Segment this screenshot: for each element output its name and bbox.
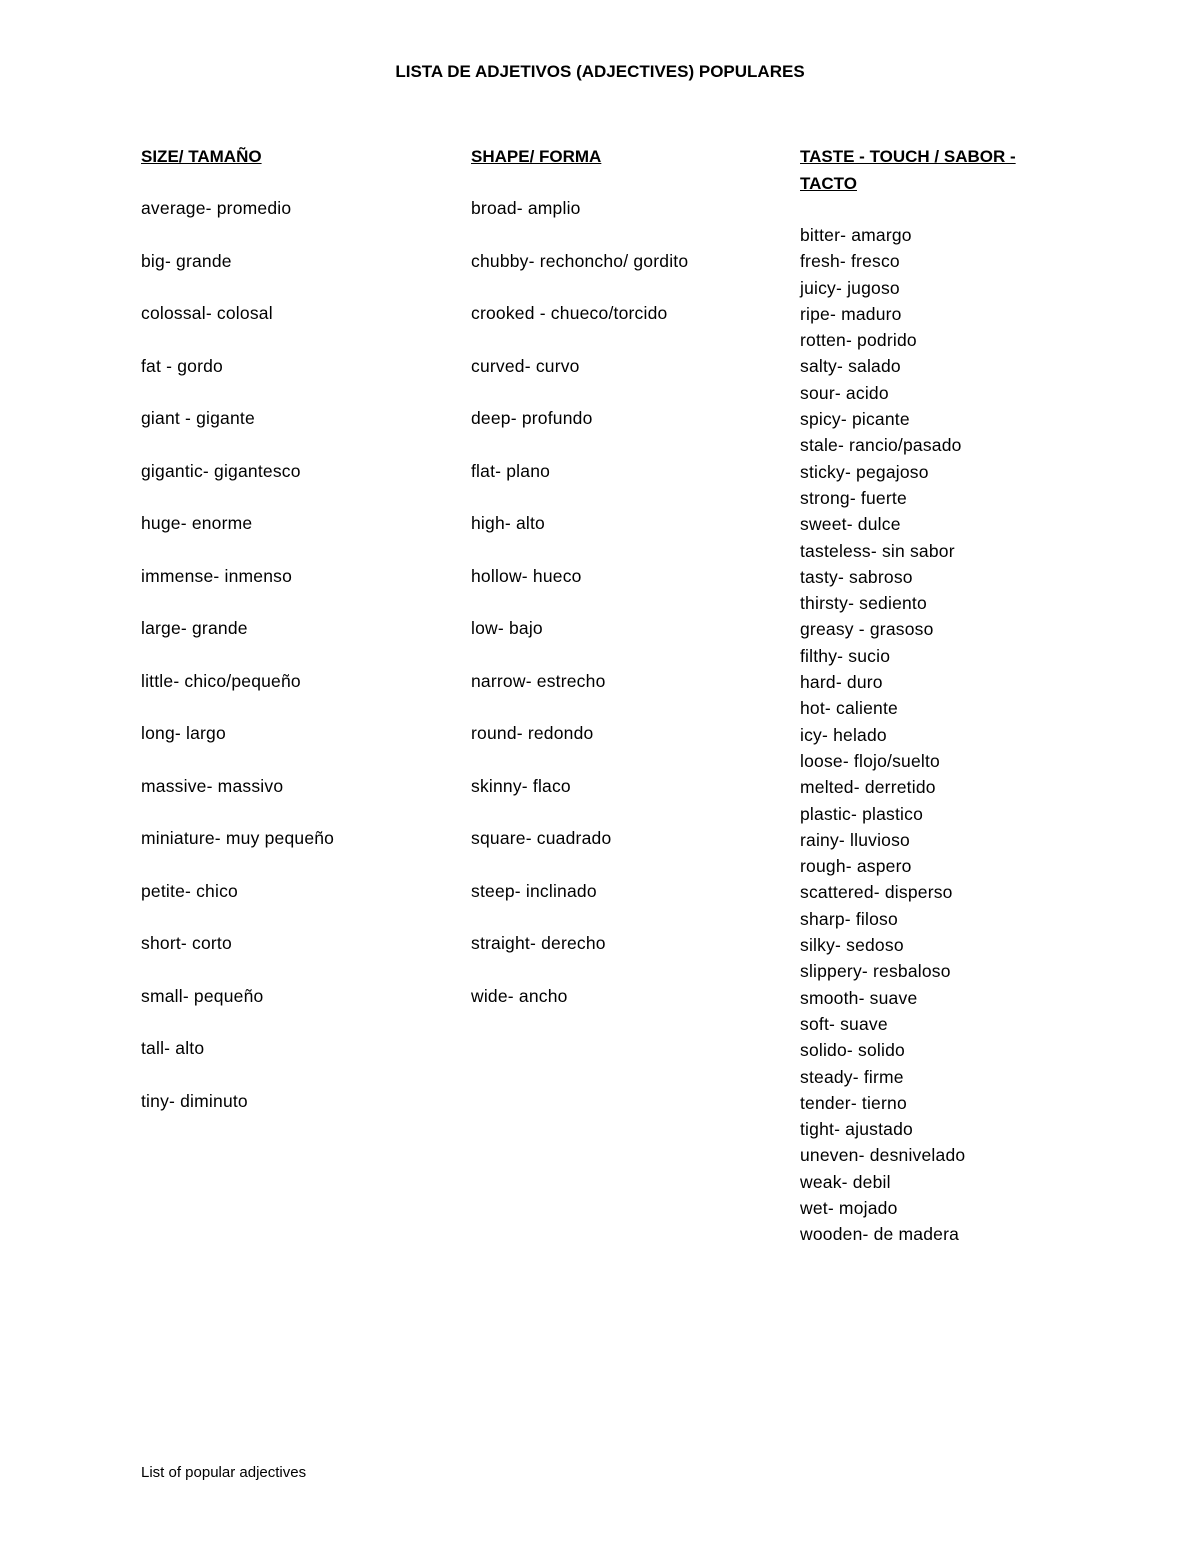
adjective-item: crooked - chueco/torcido [471, 303, 668, 323]
adjective-item: skinny- flaco [471, 775, 571, 796]
adjective-item: hot- caliente [800, 698, 898, 719]
shape-heading: SHAPE/ FORMA [471, 147, 602, 166]
adjective-item: solido- solido [800, 1040, 905, 1061]
adjective-item: curved- curvo [471, 355, 580, 376]
size-heading: SIZE/ TAMAÑO [141, 147, 262, 166]
adjective-item: uneven- desnivelado [800, 1145, 966, 1166]
adjective-item: stale- rancio/pasado [800, 435, 962, 456]
adjective-item: giant - gigante [141, 408, 255, 428]
adjective-item: plastic- plastico [800, 803, 924, 824]
adjective-item: square- cuadrado [471, 828, 612, 848]
adjective-item: salty- salado [800, 356, 901, 377]
adjective-item: tender- tierno [800, 1092, 907, 1113]
adjective-item: weak- debil [800, 1171, 891, 1192]
adjective-item: hollow- hueco [471, 565, 582, 586]
adjective-item: straight- derecho [471, 933, 606, 953]
adjective-item: huge- enorme [141, 513, 253, 533]
adjective-item: miniature- muy pequeño [141, 828, 335, 848]
adjective-item: bitter- amargo [800, 225, 912, 245]
adjective-item: tall- alto [141, 1038, 205, 1058]
adjective-item: hard- duro [800, 672, 883, 693]
adjective-item: melted- derretido [800, 777, 936, 798]
adjective-item: filthy- sucio [800, 645, 891, 666]
page-footer: List of popular adjectives [141, 1464, 307, 1481]
adjective-item: wet- mojado [800, 1197, 898, 1218]
adjective-item: long- largo [141, 723, 226, 743]
adjective-item: tight- ajustado [800, 1119, 913, 1140]
adjective-item: immense- inmenso [141, 565, 293, 586]
adjective-item: tasteless- sin sabor [800, 540, 955, 561]
adjective-item: short- corto [141, 933, 232, 953]
adjective-item: smooth- suave [800, 987, 918, 1008]
adjective-item: round- redondo [471, 723, 594, 743]
page-title: LISTA DE ADJETIVOS (ADJECTIVES) POPULARES [395, 62, 805, 81]
adjective-item: petite- chico [141, 880, 238, 901]
adjective-item: spicy- picante [800, 409, 910, 430]
adjective-item: fresh- fresco [800, 251, 900, 272]
adjective-item: rotten- podrido [800, 330, 917, 351]
adjective-item: tiny- diminuto [141, 1090, 248, 1111]
adjective-item: small- pequeño [141, 985, 264, 1006]
adjective-item: sweet- dulce [800, 514, 901, 535]
adjective-item: icy- helado [800, 724, 887, 745]
adjective-item: juicy- jugoso [800, 277, 900, 298]
adjective-item: thirsty- sediento [800, 593, 927, 614]
taste-list [800, 222, 1050, 1248]
adjective-item: soft- suave [800, 1013, 888, 1034]
adjective-item: fat - gordo [141, 355, 223, 376]
adjective-item: chubby- rechoncho/ gordito [471, 250, 689, 271]
adjective-item: broad- amplio [471, 198, 581, 218]
adjective-item: ripe- maduro [800, 303, 902, 324]
adjective-item: greasy - grasoso [800, 619, 934, 640]
adjective-item: tasty- sabroso [800, 566, 913, 587]
adjective-item: sharp- filoso [800, 908, 898, 929]
adjective-item: flat- plano [471, 460, 551, 481]
taste-heading: TASTE - TOUCH / SABOR - TACTO [800, 147, 1016, 193]
adjective-item: steep- inclinado [471, 880, 597, 901]
adjective-item: scattered- disperso [800, 882, 953, 903]
adjective-item: large- grande [141, 618, 248, 638]
adjective-item: steady- firme [800, 1066, 904, 1087]
shape-column [471, 143, 771, 1035]
adjective-item: strong- fuerte [800, 487, 907, 508]
taste-column [800, 143, 1050, 1248]
adjective-item: gigantic- gigantesco [141, 460, 301, 481]
adjective-item: average- promedio [141, 198, 292, 218]
adjective-item: rough- aspero [800, 856, 912, 877]
size-column [141, 143, 441, 1140]
size-list [141, 195, 441, 1140]
adjective-item: wide- ancho [471, 985, 568, 1006]
adjective-item: sour- acido [800, 382, 889, 403]
shape-list [471, 195, 771, 1035]
adjective-item: high- alto [471, 513, 545, 533]
adjective-item: rainy- lluvioso [800, 829, 910, 850]
adjective-item: low- bajo [471, 618, 543, 638]
adjective-item: big- grande [141, 250, 232, 271]
adjective-item: silky- sedoso [800, 935, 904, 956]
adjective-item: little- chico/pequeño [141, 670, 301, 691]
adjective-item: slippery- resbaloso [800, 961, 951, 982]
adjective-item: colossal- colosal [141, 303, 273, 323]
adjective-item: narrow- estrecho [471, 670, 606, 691]
adjective-item: loose- flojo/suelto [800, 750, 940, 771]
adjective-item: sticky- pegajoso [800, 461, 929, 482]
adjective-item: deep- profundo [471, 408, 593, 428]
adjective-item: massive- massivo [141, 775, 284, 796]
adjective-item: wooden- de madera [800, 1224, 960, 1245]
